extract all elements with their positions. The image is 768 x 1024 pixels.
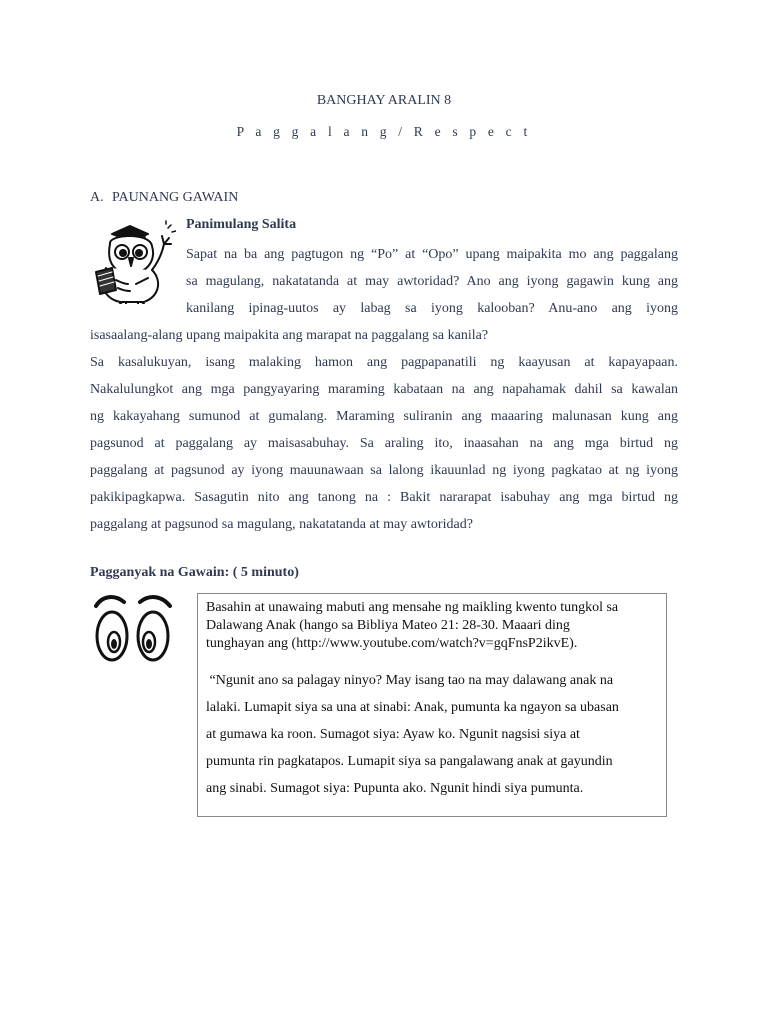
main-line: paggalang at pagsunod sa magulang, nakatatanda at may awtoridad? [90, 517, 473, 532]
story-line: pumunta rin pagkatapos. Lumapit siya sa pangalawang anak at gayundin [206, 754, 613, 769]
cartoon-eyes-icon [92, 594, 174, 666]
instruction-line: Dalawang Anak (hango sa Bibliya Mateo 21: 28-30. Maaari ding [206, 618, 570, 633]
story-line: ang sinabi. Sumagot siya: Pupunta ako. Ngunit hindi siya pumunta. [206, 781, 584, 796]
intro-line: kanilang ipinag-uutos ay labag sa iyong kalooban? Anu-ano ang iyong [186, 301, 678, 316]
intro-paragraph [186, 241, 678, 322]
activity-heading: Pagganyak na Gawain: ( 5 minuto) [90, 565, 299, 580]
intro-line: Sapat na ba ang pagtugon ng “Po” at “Opo” upang maipakita mo ang paggalang [186, 247, 678, 262]
reading-instructions [206, 599, 661, 653]
story-line: lalaki. Lumapit siya sa una at sinabi: Anak, pumunta ka ngayon sa ubasan [206, 700, 619, 715]
instruction-line: tunghayan ang (http://www.youtube.com/watch?v=gqFnsP2ikvE). [206, 636, 578, 651]
main-line: Nakalulungkot ang mga pangyayaring maraming kabataan na ang napahamak dahil sa kawalan [90, 382, 678, 397]
owl-teacher-icon [90, 220, 176, 304]
main-paragraph [90, 349, 678, 538]
section-number: A. [90, 190, 104, 205]
story-line: at gumawa ka roon. Sumagot siya: Ayaw ko. Ngunit nagsisi siya at [206, 727, 580, 742]
panimulang-salita-heading: Panimulang Salita [186, 217, 297, 232]
main-line: pagsunod at paggalang ay maisasabuhay. Sa araling ito, inaasahan na ang mga birtud ng [90, 436, 678, 451]
main-line: paggalang at pagsunod ay iyong mauunawaan sa lalong ikauunlad ng iyong pagkatao at ng iyong [90, 463, 678, 478]
intro-paragraph-tail: isasaalang-alang upang maipakita ang marapat na paggalang sa kanila? [90, 328, 489, 343]
main-line: Sa kasalukuyan, isang malaking hamon ang pagpapanatili ng kaayusan at kapayapaan. [90, 355, 678, 370]
instruction-line: Basahin at unawaing mabuti ang mensahe ng maikling kwento tungkol sa [206, 600, 619, 615]
story-text [206, 667, 661, 802]
section-a-heading [90, 190, 238, 206]
document-subtitle: P a g g a l a n g / R e s p e c t [236, 124, 532, 139]
document-title: BANGHAY ARALIN 8 [316, 93, 452, 108]
section-label: PAUNANG GAWAIN [112, 190, 239, 205]
main-line: ng kakayahang sumunod at gumalang. Maraming suliranin ang maaaring malunasan kung ang [90, 409, 678, 424]
story-line: “Ngunit ano sa palagay ninyo? May isang tao na may dalawang anak na [206, 673, 614, 688]
main-line: pakikipagkapwa. Sasagutin nito ang tanong na : Bakit nararapat isabuhay ang mga birtud ng [90, 490, 678, 505]
intro-line: sa magulang, nakatatanda at may awtoridad? Ano ang iyong gagawin kung ang [186, 274, 678, 289]
